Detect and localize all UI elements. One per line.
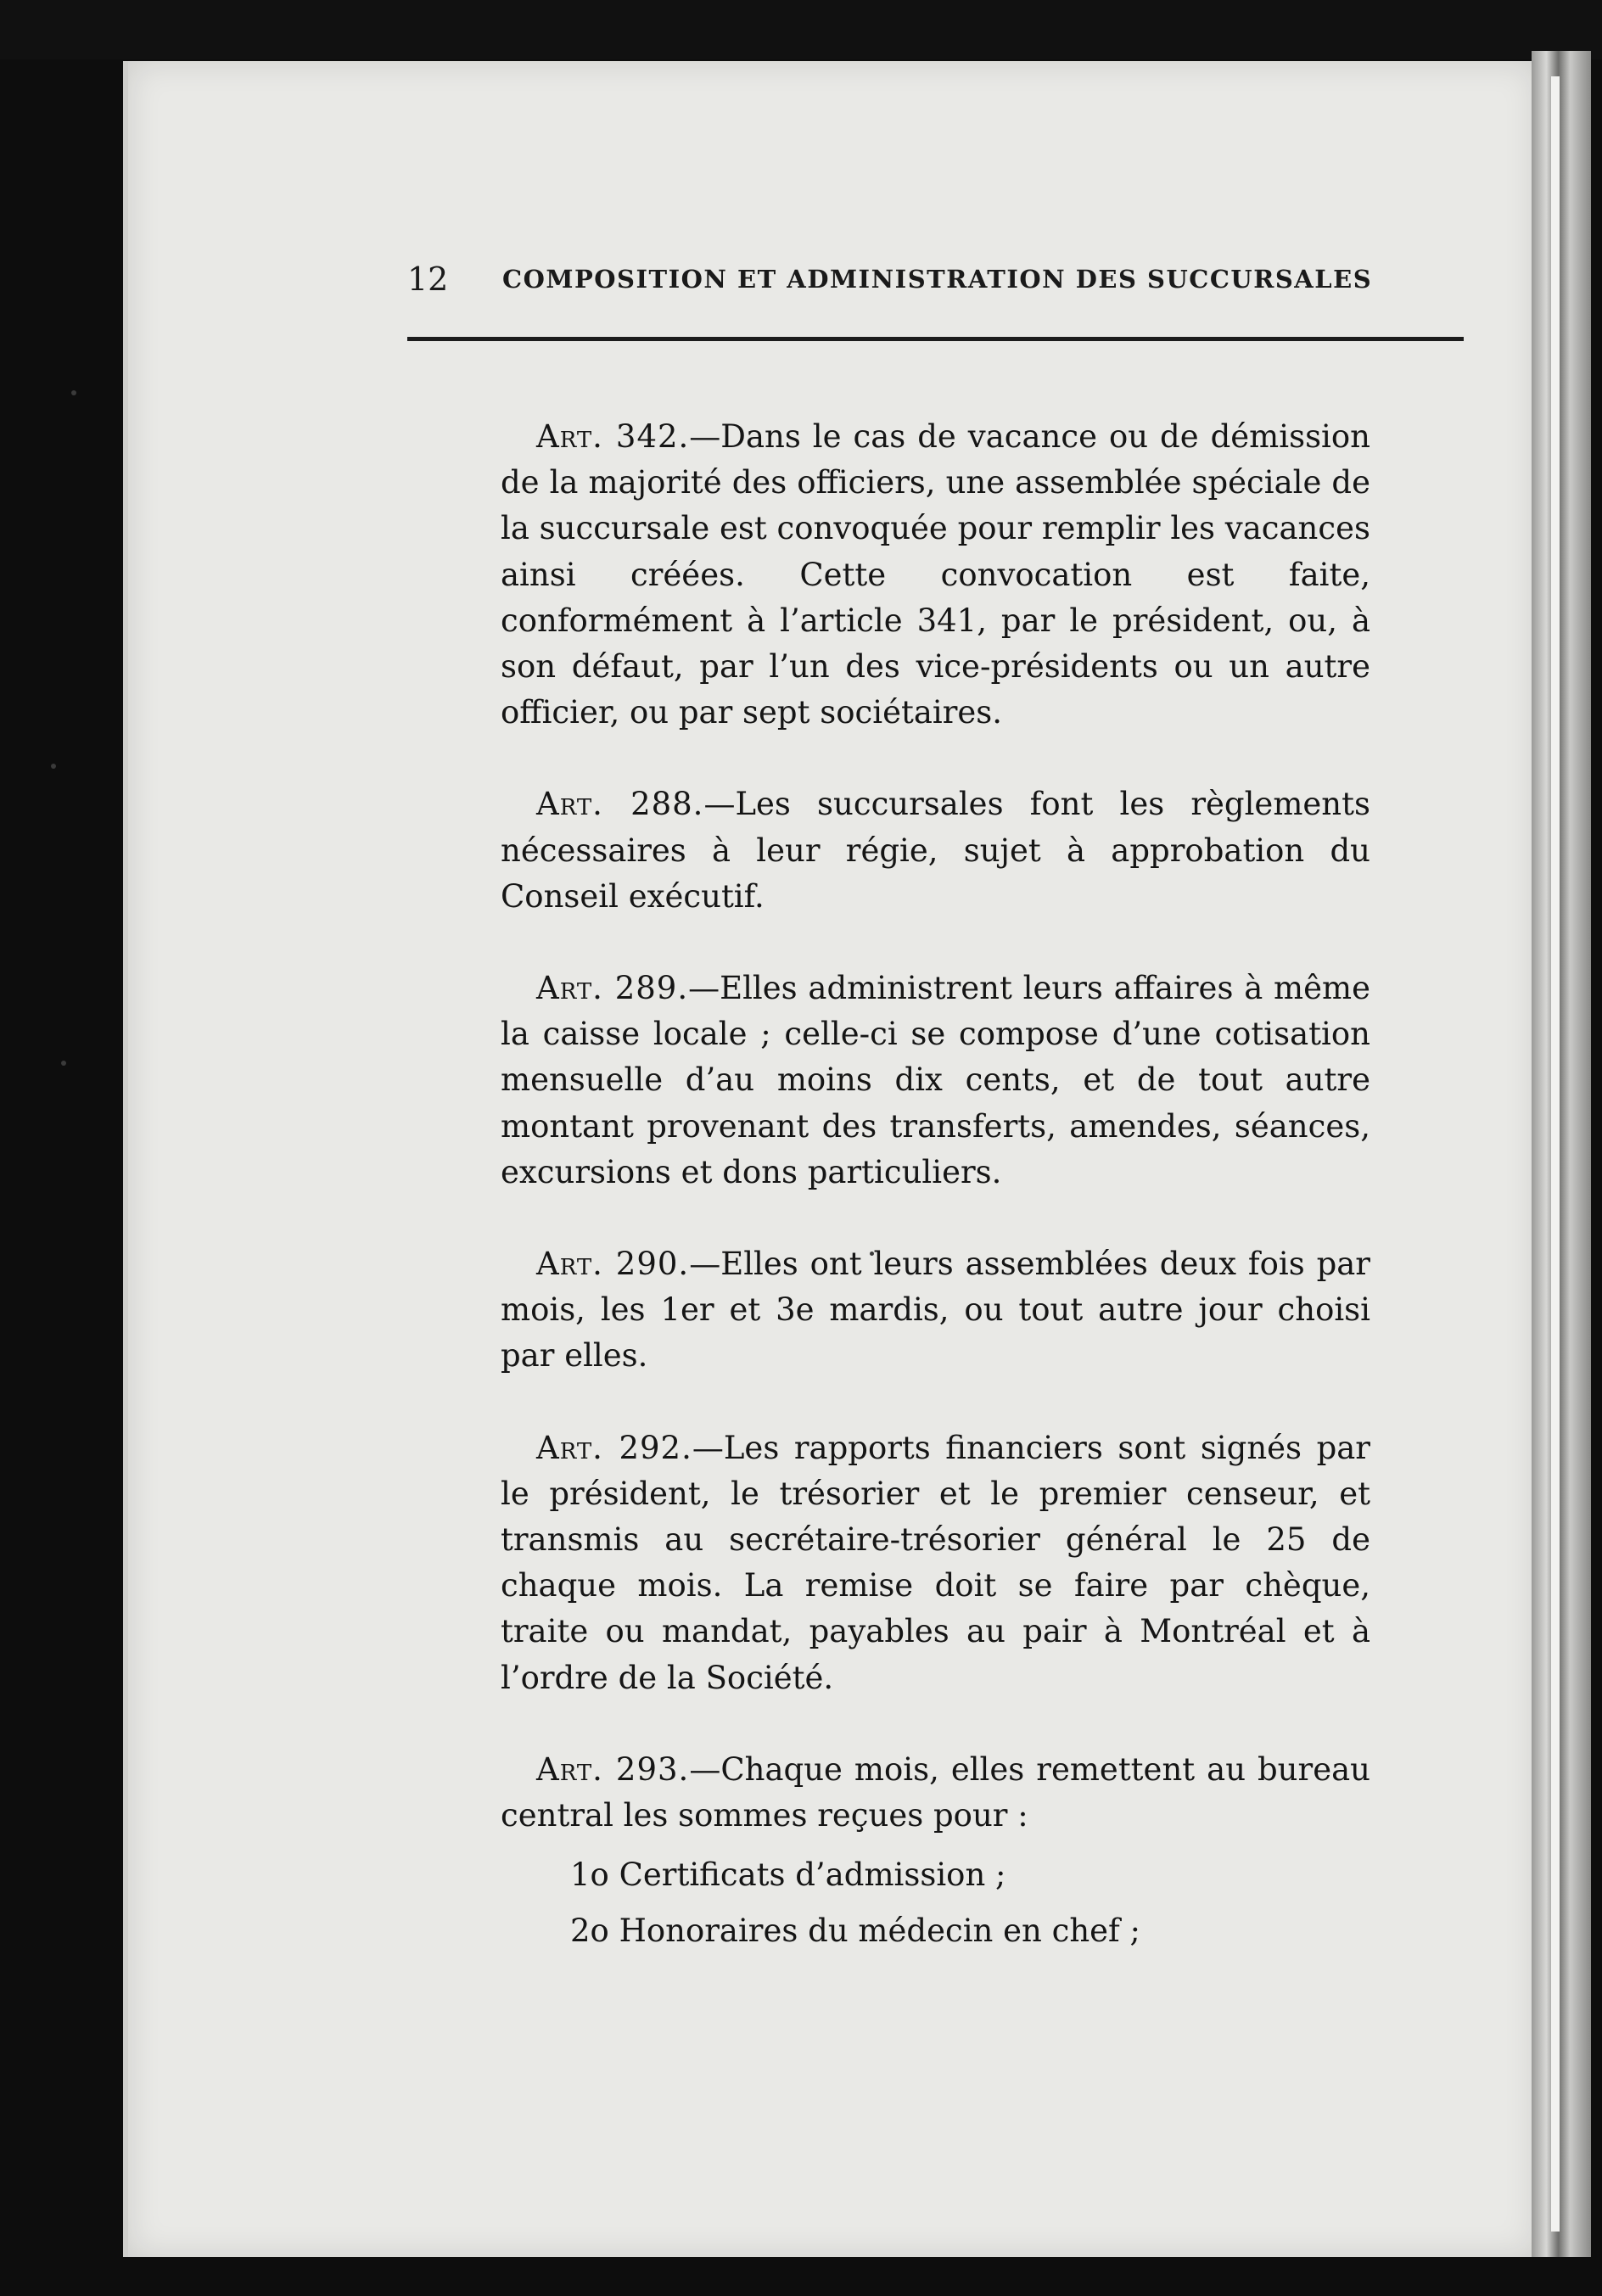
article-label: Art. 292.: [536, 1429, 692, 1466]
article-label: Art. 290.: [536, 1246, 690, 1283]
article-292: [501, 1425, 1370, 1701]
article-text: —Elles administrent leurs affaires à même la caisse locale ; celle-ci se compose d’une cotisation mensuelle d’au moins dix cents, et de tout autre montant provenant des transferts, amendes, séances, excursions et dons particuliers.: [501, 970, 1370, 1190]
article-342: [501, 414, 1370, 736]
page-edge-highlight: [1551, 76, 1560, 2232]
page-body: [501, 414, 1370, 1959]
article-289: [501, 966, 1370, 1196]
list-item: 1o Certificats d’admission ;: [570, 1856, 1006, 1894]
article-label: Art. 289.: [536, 970, 689, 1007]
article-label: Art. 342.: [536, 418, 690, 455]
article-290: [501, 1241, 1370, 1380]
article-text: —Dans le cas de vacance ou de démission de la majorité des officiers, une assemblée spéciale de la succursale est convoquée pour remplir les vacances ainsi créées. Cette convocation est faite, conformément à l’article 341, par le président, ou, à son défaut, par l’un des vice-présidents ou un autre officier, ou par sept sociétaires.: [501, 418, 1370, 731]
header-rule: [407, 337, 1464, 341]
page-number: 12: [407, 260, 449, 298]
list-item: 2o Honoraires du médecin en chef ;: [570, 1912, 1140, 1950]
scan-speck: [51, 764, 56, 769]
page-header: [407, 260, 1375, 303]
running-title: COMPOSITION ET ADMINISTRATION DES SUCCURSALES: [502, 265, 1373, 294]
article-text: —Elles ont leurs assemblées deux fois par mois, les 1er et 3e mardis, ou tout autre jour choisi par elles.: [501, 1246, 1370, 1375]
article-label: Art. 288.: [536, 786, 704, 823]
scan-speck: [71, 390, 76, 395]
scan-speck: [61, 1061, 66, 1066]
article-text: —Les succursales font les règlements nécessaires à leur régie, sujet à approbation du Conseil exécutif.: [501, 786, 1370, 915]
scan-frame-top: [0, 0, 1602, 59]
article-label: Art. 293.: [536, 1750, 690, 1788]
article-293: [501, 1747, 1370, 1839]
article-text: —Chaque mois, elles remettent au bureau central les sommes reçues pour :: [501, 1750, 1370, 1834]
article-text: —Les rapports financiers sont signés par le président, le trésorier et le premier censeur, et transmis au secrétaire-trésorier général le 25 de chaque mois. La remise doit se faire par chèque, traite ou mandat, payables au pair à Montréal et à l’ordre de la Société.: [501, 1429, 1370, 1696]
page-stack-edge: [1532, 51, 1591, 2257]
article-288: [501, 781, 1370, 920]
